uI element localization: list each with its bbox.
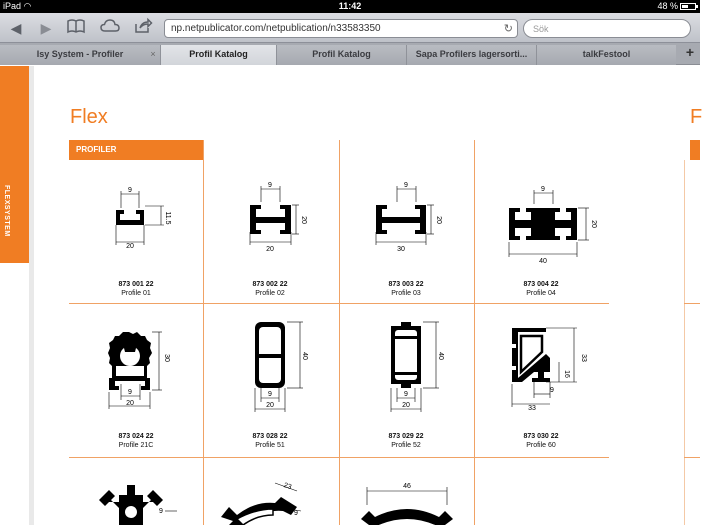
dim-label: 33 [580, 354, 587, 362]
next-page-divider [684, 160, 685, 525]
profile-label [203, 280, 337, 298]
tab-profil-katalog-active[interactable] [160, 45, 276, 65]
page-title: Flex [70, 106, 108, 128]
profile-name: Profile 52 [391, 442, 421, 449]
dim-label: 20 [590, 220, 597, 228]
wifi-icon: ◠ [23, 1, 32, 11]
dim-label: 9 [294, 510, 298, 517]
article-number: 873 029 22 [388, 433, 424, 440]
address-bar[interactable] [164, 19, 518, 38]
dim-label: 9 [550, 387, 554, 394]
dim-label: 9 [159, 508, 163, 515]
section-header: PROFILER [69, 140, 203, 160]
profile-60-drawing [474, 322, 608, 414]
dim-label: 9 [268, 182, 272, 189]
profile-name: Profile 02 [255, 290, 285, 297]
tab-label: Isy System - Profiler [36, 49, 124, 59]
search-placeholder: Sök [533, 24, 549, 34]
grid-divider [69, 457, 609, 458]
reload-icon[interactable]: ↻ [503, 23, 513, 35]
profile-51-drawing [203, 318, 337, 418]
dim-label: 20 [266, 402, 274, 409]
dim-label: 23 [282, 482, 293, 492]
dim-label: 40 [437, 352, 444, 360]
dim-label: 30 [397, 246, 405, 253]
url-text: np.netpublicator.com/netpublication/n33583350 [171, 23, 381, 34]
dim-label: 40 [539, 258, 547, 265]
profile-partial-drawing [203, 475, 337, 525]
tab-isy-system[interactable] [0, 45, 160, 65]
dim-label: 46 [403, 483, 411, 490]
close-tab-icon[interactable]: × [150, 49, 156, 59]
next-page-title: F [690, 106, 702, 128]
profile-04-drawing [474, 180, 608, 264]
icloud-tabs-icon[interactable] [100, 19, 120, 37]
next-page-section-bar [690, 140, 700, 160]
profile-partial-drawing [69, 475, 203, 525]
profile-name: Profile 03 [391, 290, 421, 297]
dim-label: 30 [163, 354, 170, 362]
tab-talkfestool[interactable] [536, 45, 676, 65]
browser-toolbar [0, 13, 700, 43]
dim-label: 20 [266, 246, 274, 253]
back-arrow-icon[interactable]: ◀ [10, 20, 22, 36]
dim-label: 9 [404, 182, 408, 189]
dim-label: 9 [404, 391, 408, 398]
dim-label: 9 [128, 187, 132, 194]
flexsystem-side-label: FLEXSYSTEM [3, 185, 10, 237]
profile-label [69, 432, 203, 450]
profile-02-drawing [203, 176, 337, 260]
forward-arrow-icon[interactable]: ▶ [40, 20, 52, 36]
battery-icon [680, 3, 696, 10]
dim-label: 9 [268, 391, 272, 398]
share-icon[interactable] [133, 19, 153, 37]
profile-01-drawing [69, 180, 203, 260]
dim-label: 9 [128, 389, 132, 396]
next-page-divider [684, 303, 700, 304]
tab-label: talkFestool [582, 49, 631, 59]
battery-status: 48 % [657, 1, 696, 11]
grid-divider [69, 303, 609, 304]
article-number: 873 028 22 [252, 433, 288, 440]
profile-label [203, 432, 337, 450]
profile-label [339, 280, 473, 298]
tab-label: Profil Katalog [189, 49, 248, 59]
profile-label [339, 432, 473, 450]
article-number: 873 002 22 [252, 281, 288, 288]
tab-bar [0, 43, 700, 65]
profile-name: Profile 21C [118, 442, 154, 449]
article-number: 873 004 22 [523, 281, 559, 288]
tab-label: Profil Katalog [312, 49, 371, 59]
article-number: 873 030 22 [523, 433, 559, 440]
dim-label: 20 [435, 216, 442, 224]
next-page-divider [684, 457, 700, 458]
page-edge [29, 66, 34, 525]
article-number: 873 003 22 [388, 281, 424, 288]
profile-name: Profile 51 [255, 442, 285, 449]
new-tab-button[interactable]: + [685, 44, 694, 60]
profile-name: Profile 04 [526, 290, 556, 297]
article-number: 873 001 22 [118, 281, 154, 288]
profile-03-drawing [339, 176, 473, 260]
clock: 11:42 [338, 1, 362, 11]
profile-partial-drawing [339, 475, 473, 525]
dim-label: 40 [301, 352, 308, 360]
device-label: iPad ◠ [3, 1, 32, 11]
dim-label: 20 [126, 400, 134, 407]
article-number: 873 024 22 [118, 433, 154, 440]
tab-label: Sapa Profilers lagersorti... [415, 49, 528, 59]
profile-label [69, 280, 203, 298]
bookmarks-icon[interactable] [66, 19, 86, 37]
search-input[interactable] [523, 19, 691, 38]
dim-label: 33 [528, 405, 536, 412]
dim-label: 20 [300, 216, 307, 224]
tab-profil-katalog[interactable] [276, 45, 406, 65]
dim-label: 16 [563, 370, 570, 378]
dim-label: 9 [541, 186, 545, 193]
profile-label [474, 432, 608, 450]
dim-label: 20 [126, 243, 134, 250]
dim-label: 11.5 [164, 211, 171, 225]
profile-52-drawing [339, 318, 473, 418]
tab-sapa-profilers[interactable] [406, 45, 536, 65]
profile-name: Profile 60 [526, 442, 556, 449]
status-bar [0, 0, 700, 13]
profile-21c-drawing [69, 320, 203, 415]
profile-name: Profile 01 [121, 290, 151, 297]
dim-label: 20 [402, 402, 410, 409]
profile-label [474, 280, 608, 298]
